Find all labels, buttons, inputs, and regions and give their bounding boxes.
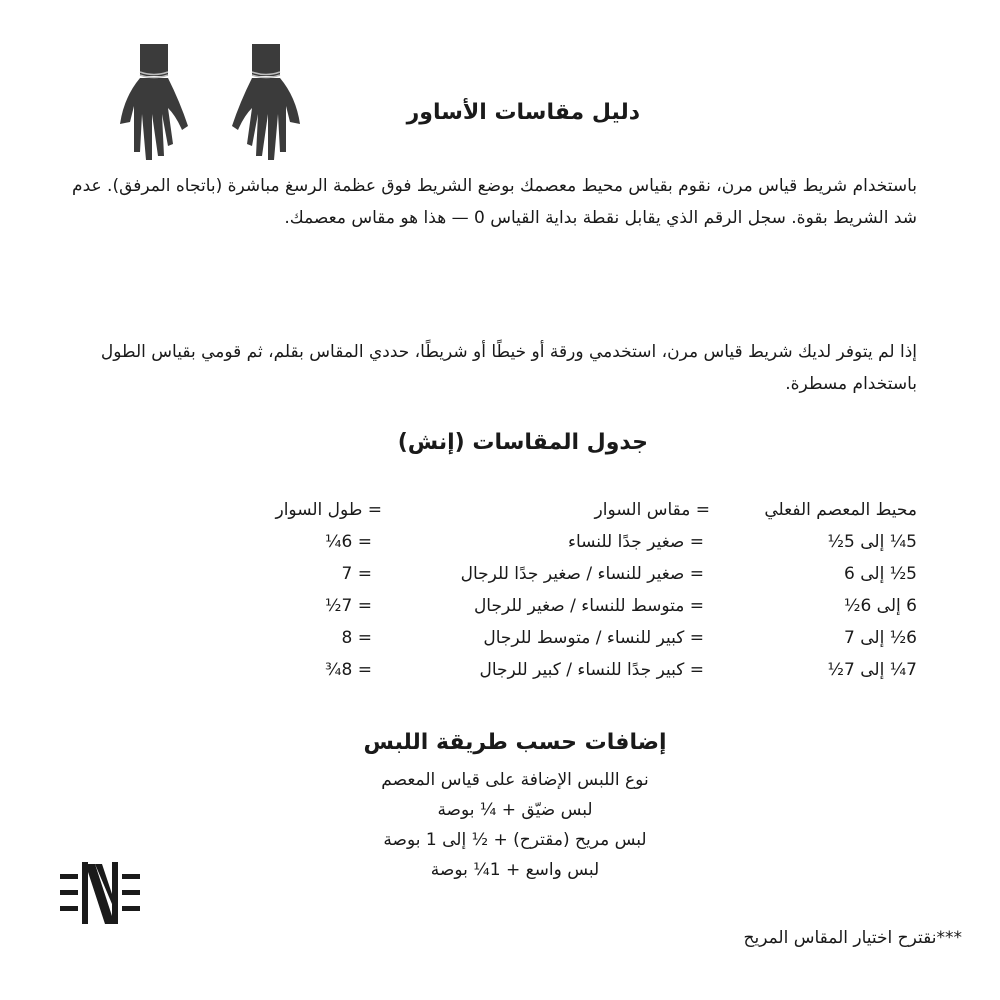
size-table-title: جدول المقاسات (إنش) — [397, 430, 648, 455]
brand-logo-icon — [58, 860, 142, 926]
row-2-wrist: 5½ إلى 6 — [843, 564, 917, 584]
row-4-wrist: 6½ إلى 7 — [843, 628, 917, 648]
fit-extras-title: إضافات حسب طريقة اللبس — [363, 730, 667, 755]
row-3-size: = متوسط للنساء / صغير للرجال — [473, 596, 704, 616]
row-4-size: = كبير للنساء / متوسط للرجال — [483, 628, 704, 648]
fit-extras-snug: لبس ضيّق + ¼ بوصة — [437, 800, 593, 820]
row-3-length: = 7½ — [325, 596, 372, 616]
fit-extras-comfort: لبس مريح (مقترح) + ½ إلى 1 بوصة — [383, 830, 647, 850]
row-4-length: = 8 — [341, 628, 372, 648]
row-3-wrist: 6 إلى 6½ — [843, 596, 917, 616]
header-bracelet-length: = طول السوار — [275, 500, 382, 520]
header-wrist-circumference: محيط المعصم الفعلي — [764, 500, 917, 520]
row-2-size: = صغير للنساء / صغير جدًا للرجال — [460, 564, 704, 584]
row-2-length: = 7 — [341, 564, 372, 584]
row-1-length: = 6¼ — [325, 532, 372, 552]
fit-extras-header: نوع اللبس الإضافة على قياس المعصم — [381, 770, 649, 790]
row-1-wrist: 5¼ إلى 5½ — [827, 532, 917, 552]
header-bracelet-size: = مقاس السوار — [594, 500, 710, 520]
footnote: ***نقترح اختيار المقاس المريح — [743, 928, 962, 948]
alternative-instructions: إذا لم يتوفر لديك شريط قياس مرن، استخدمي ورقة أو خيطًا أو شريطًا، حددي المقاس بقلم، ثم قومي بقياس الطول باستخدام مسطرة. — [100, 342, 917, 394]
row-1-size: = صغير جدًا للنساء — [567, 532, 704, 552]
row-5-wrist: 7¼ إلى 7½ — [827, 660, 917, 680]
measuring-instructions: باستخدام شريط قياس مرن، نقوم بقياس محيط معصمك بوضع الشريط فوق عظمة الرسغ مباشرة (باتجاه المرفق). عدم شد الشريط بقوة. سجل الرقم الذي يقابل نقطة بداية القياس 0 — هذا هو مقاس معصمك. — [72, 176, 917, 228]
row-5-length: = 8¾ — [325, 660, 372, 680]
row-5-size: = كبير جدًا للنساء / كبير للرجال — [479, 660, 704, 680]
page-title: دليل مقاسات الأساور — [406, 100, 640, 125]
fit-extras-loose: لبس واسع + 1¼ بوصة — [430, 860, 600, 880]
hands-with-bracelets-icon — [110, 42, 310, 167]
